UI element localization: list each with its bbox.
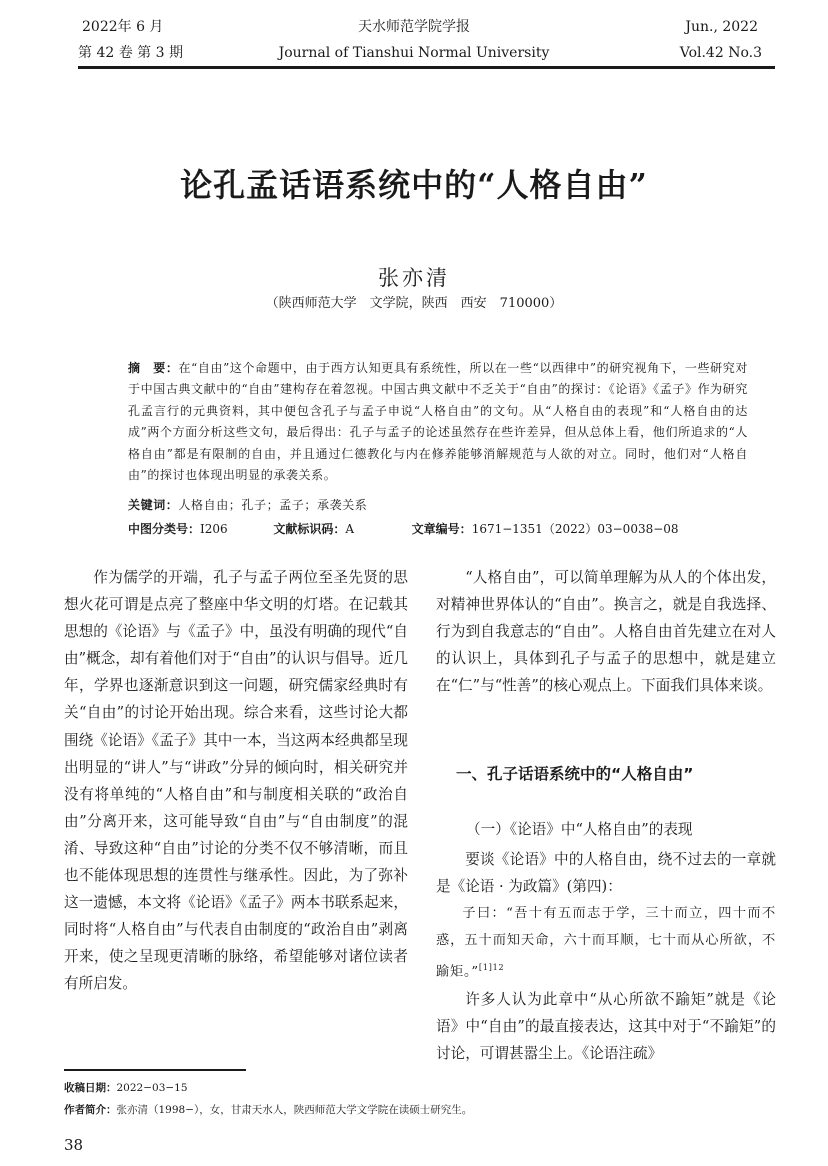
body-right-column-bottom — [436, 846, 776, 1067]
header-date-en: Jun., 2022 — [685, 19, 758, 35]
abstract — [128, 358, 748, 486]
header-journal-cn: 天水师范学院学报 — [358, 19, 470, 35]
header-volume-cn: 第 42 卷 第 3 期 — [78, 45, 183, 61]
received-label: 收稿日期： — [64, 1082, 117, 1094]
subsection-heading: （一）《论语》中“人格自由”的表现 — [466, 821, 693, 838]
article-no-label: 文章编号： — [411, 522, 472, 536]
footnote-rule — [64, 1069, 246, 1071]
keywords — [128, 496, 367, 513]
clc-label: 中图分类号： — [128, 522, 201, 536]
doc-code-value: A — [345, 522, 355, 536]
article-no-value: 1671−1351（2022）03−0038−08 — [471, 522, 679, 536]
header-rule — [78, 66, 775, 69]
received-value: 2022−03−15 — [116, 1082, 188, 1094]
discussion-paragraph: 许多人认为此章中“从心所欲不踰矩”就是《论语》中“自由”的最直接表达，这其中对于“不踰矩”的讨论，可谓甚嚣尘上。《论语注疏》 — [436, 990, 776, 1063]
body-left-column — [64, 564, 408, 998]
lunyu-quote — [436, 900, 776, 986]
author-bio — [64, 1102, 472, 1117]
author-name: 张亦清 — [378, 266, 450, 290]
classification-line — [128, 520, 679, 537]
keywords-text: 人格自由；孔子；孟子；承袭关系 — [178, 498, 368, 512]
header-date-cn: 2022年 6 月 — [82, 19, 164, 35]
header-journal-en: Journal of Tianshui Normal University — [278, 45, 550, 61]
doc-code-label: 文献标识码： — [273, 522, 346, 536]
received-date — [64, 1080, 188, 1095]
lunyu-intro-paragraph: 要谈《论语》中的人格自由，绕不过去的一章就是《论语 · 为政篇》(第四)： — [436, 851, 776, 896]
abstract-text: 在“自由”这个命题中，由于西方认知更具有系统性，所以在一些“以西律中”的研究视角下，一些研究对于中国古典文献中的“自由”建构存在着忽视。中国古典文献中不乏关于“自由”的探讨：《论语》《孟子》作为研究孔孟言行的元典资料，其中便包含孔子与孟子申说“人格自由”的文句。从“人格自由的表现”和“人格自由的达成”两个方面分析这些文句，最后得出：孔子与孟子的论述虽然存在些许差异，但从总体上看，他们所追求的“人格自由”都是有限制的自由，并且通过仁德教化与内在修养能够消解规范与人欲的对立。同时，他们对“人格自由”的探讨也体现出明显的承袭关系。 — [128, 361, 748, 483]
intro-paragraph: 作为儒学的开端，孔子与孟子两位至圣先贤的思想火花可谓是点亮了整座中华文明的灯塔。在记载其思想的《论语》与《孟子》中，虽没有明确的现代“自由”概念，却有着他们对于“自由”的认识与倡导。近几年，学界也逐渐意识到这一问题，研究儒家经典时有关“自由”的讨论开始出现。综合来看，这些讨论大都围绕《论语》《孟子》其中一本，当这两本经典都呈现出明显的“讲人”与“讲政”分异的倾向时，相关研究并没有将单纯的“人格自由”和与制度相关联的“政治自由”分离开来，这可能导致“自由”与“自由制度”的混淆、导致这种“自由”讨论的分类不仅不够清晰，而且也不能体现思想的连贯性与继承性。因此，为了弥补这一遗憾，本文将《论语》《孟子》两本书联系起来，同时将“人格自由”与代表自由制度的“政治自由”剥离开来，使之呈现更清晰的脉络，希望能够对诸位读者有所启发。 — [64, 569, 408, 993]
definition-paragraph: “人格自由”，可以简单理解为从人的个体出发，对精神世界体认的“自由”。换言之，就是自我选择、行为到自我意志的“自由”。人格自由首先建立在对人的认识上，具体到孔子与孟子的思想中，就是建立在“仁”与“性善”的核心观点上。下面我们具体来谈。 — [436, 569, 776, 695]
bio-value: 张亦清（1998−），女，甘肃天水人，陕西师范大学文学院在读硕士研究生。 — [116, 1104, 473, 1116]
header-volume-en: Vol.42 No.3 — [679, 45, 762, 61]
quote-citation: [1]12 — [478, 963, 505, 973]
author-affiliation: （陕西师范大学 文学院，陕西 西安 710000） — [265, 296, 563, 311]
abstract-label: 摘 要： — [128, 361, 179, 375]
clc-value: I206 — [200, 522, 228, 536]
section-heading: 一、孔子话语系统中的“人格自由” — [456, 765, 694, 783]
quote-text: 子曰：“吾十有五而志于学，三十而立，四十而不惑，五十而知天命，六十而耳顺，七十而从心所欲，不踰矩。” — [436, 906, 776, 980]
body-right-column-top — [436, 564, 776, 699]
page-number: 38 — [64, 1136, 84, 1154]
bio-label: 作者简介： — [64, 1104, 117, 1116]
article-title: 论孔孟话语系统中的“人格自由” — [180, 166, 648, 204]
keywords-label: 关键词： — [128, 498, 179, 512]
